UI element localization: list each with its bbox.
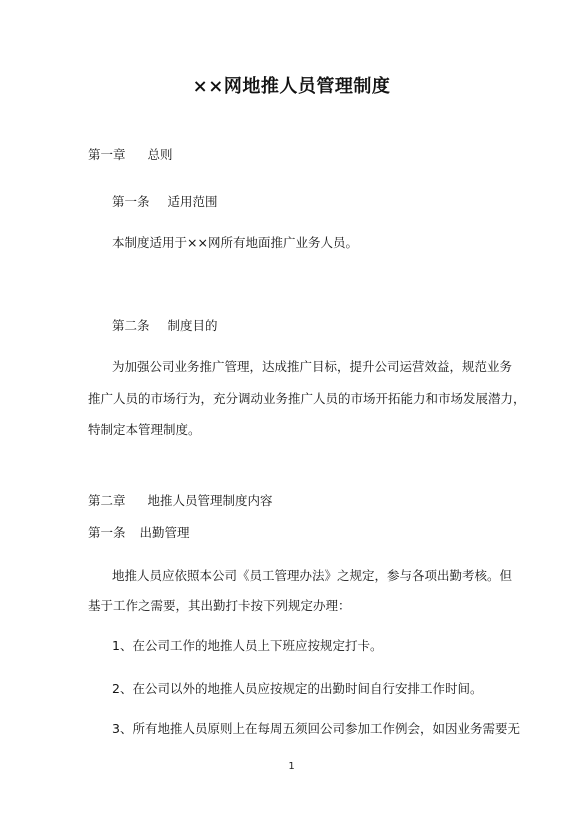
chapter-1-heading [88, 147, 173, 163]
chapter-1-name: 总则 [147, 147, 173, 162]
ch2-article-1-heading [88, 525, 190, 541]
list-item-1: 1、在公司工作的地推人员上下班应按规定打卡。 [112, 638, 383, 653]
chapter-2-name: 地推人员管理制度内容 [147, 493, 273, 508]
document-title: ××网地推人员管理制度 [192, 76, 391, 97]
ch1-article-2-paragraph-line: 为加强公司业务推广管理，达成推广目标，提升公司运营效益，规范业务 [112, 359, 513, 374]
ch2-article-1-number: 第一条 [88, 525, 126, 540]
ch2-article-1-paragraph-line: 基于工作之需要，其出勤打卡按下列规定办理： [88, 598, 351, 613]
chapter-2-number: 第二章 [88, 493, 126, 508]
ch1-article-1-name: 适用范围 [167, 194, 218, 209]
chapter-2-heading [88, 493, 273, 509]
ch1-article-2-number: 第二条 [112, 318, 150, 333]
ch1-article-2-heading [112, 318, 218, 334]
ch1-article-2-name: 制度目的 [167, 318, 218, 333]
list-item-2: 2、在公司以外的地推人员应按规定的出勤时间自行安排工作时间。 [112, 681, 483, 696]
chapter-1-number: 第一章 [88, 147, 126, 162]
ch2-article-1-paragraph-line: 地推人员应依照本公司《员工管理办法》之规定，参与各项出勤考核。但 [112, 568, 513, 583]
list-item-3: 3、所有地推人员原则上在每周五须回公司参加工作例会，如因业务需要无 [112, 721, 520, 736]
ch1-article-2-paragraph-line: 特制定本管理制度。 [88, 422, 201, 437]
ch1-article-1-heading [112, 194, 218, 210]
ch1-article-1-number: 第一条 [112, 194, 150, 209]
ch1-article-2-paragraph-line: 推广人员的市场行为，充分调动业务推广人员的市场开拓能力和市场发展潜力， [88, 391, 526, 406]
ch2-article-1-name: 出勤管理 [139, 525, 190, 540]
ch1-article-1-text: 本制度适用于××网所有地面推广业务人员。 [112, 235, 358, 250]
page-number: 1 [288, 761, 295, 772]
